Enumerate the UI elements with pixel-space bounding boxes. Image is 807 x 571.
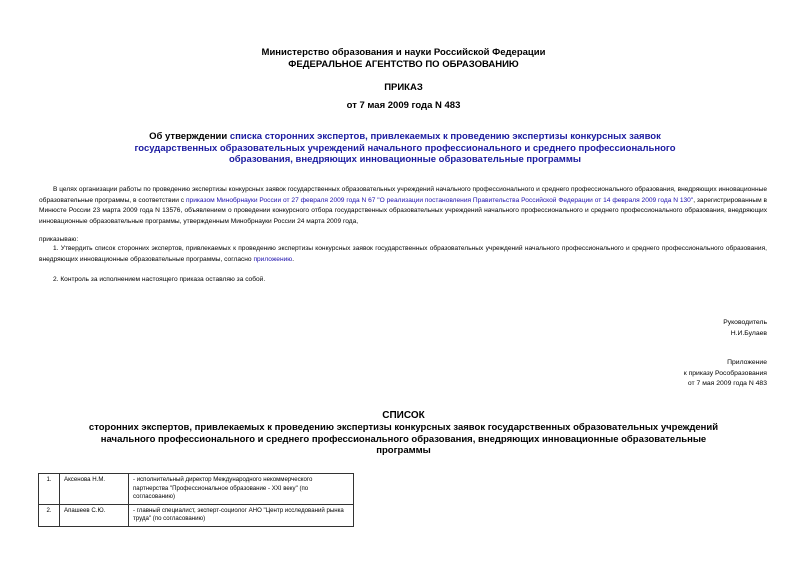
expert-description: - главный специалист, эксперт-социолог АНО "Центр исследований рынка труда" (по согласованию) <box>129 504 354 526</box>
expert-name: Апашеев С.Ю. <box>60 504 129 526</box>
order-subject <box>110 131 700 166</box>
row-number: 1. <box>39 474 60 505</box>
signer-role: Руководитель <box>723 319 767 326</box>
point-1-end: . <box>292 255 295 263</box>
appendix-header <box>684 358 767 390</box>
appendix-line-1: Приложение <box>727 359 767 366</box>
table-row <box>39 474 354 505</box>
expert-description: - исполнительный директор Международного некоммерческого партнерства "Профессиональное образование - XXI веку" (по согласованию) <box>129 474 354 505</box>
preamble-text-1: В целях организации работы по проведению экспертизы конкурсных заявок государственных образовательных учреждений начального профессионального и среднего профессионального образования, внедряющих инновационные образовательные программы, в соответствии с <box>39 186 767 204</box>
subject-link[interactable]: списка сторонних экспертов, привлекаемых к проведению экспертизы конкурсных заявок государственных образовательных учреждений начального профессионального и среднего профессионального образования, внедряющих инновационные образовательные программы <box>134 131 676 165</box>
table-row <box>39 504 354 526</box>
order-date: от 7 мая 2009 года N 483 <box>346 100 461 111</box>
ministry-name: Министерство образования и науки Российской Федерации <box>261 47 546 58</box>
order-point-2: 2. Контроль за исполнением настоящего приказа оставляю за собой. <box>53 276 266 283</box>
appendix-link[interactable]: приложению <box>253 255 293 263</box>
signature-block <box>723 318 767 339</box>
order-point-1 <box>39 244 767 265</box>
preamble-text-2: , зарегистрированным в Минюсте России 23 марта 2009 года N 13576, объявлением о проведении конкурсного отбора государственных образовательных учреждений начального профессионального и среднего профессионального образования, внедряющих инновационные образовательные программы, утвержденным Минобрнауки России 24 марта 2009 года, <box>39 196 768 225</box>
list-title: СПИСОК <box>382 410 425 421</box>
list-subtitle: сторонних экспертов, привлекаемых к проведению экспертизы конкурсных заявок государственных образовательных учреждений начального профессионального и среднего профессионального образования, внедряющих инновационные образовательные программы <box>88 422 719 456</box>
subject-prefix: Об утверждении <box>149 131 230 142</box>
signer-name: Н.И.Булаев <box>730 329 767 337</box>
appendix-line-2: к приказу Рособразования <box>683 369 767 377</box>
appendix-line-3: от 7 мая 2009 года N 483 <box>687 380 767 387</box>
order-word: ПРИКАЗ <box>384 82 423 93</box>
expert-name: Аксенова Н.М. <box>60 474 129 505</box>
preamble-paragraph <box>39 185 767 227</box>
point-1-text: 1. Утвердить список сторонних экспертов, привлекаемых к проведению экспертизы конкурсных заявок государственных образовательных учреждений начального профессионального и среднего профессионального образования, внедряющих инновационные образовательные программы, согласно <box>39 245 767 263</box>
row-number: 2. <box>39 504 60 526</box>
experts-table <box>38 473 354 527</box>
agency-name: ФЕДЕРАЛЬНОЕ АГЕНТСТВО ПО ОБРАЗОВАНИЮ <box>288 58 519 70</box>
order-67-link[interactable]: приказом Минобрнауки России от 27 февраля 2009 года N 67 "О реализации постановления Правительства Российской Федерации от 14 февраля 2009 года N 130" <box>185 196 694 204</box>
orders-label: приказываю: <box>39 236 79 243</box>
document-header <box>0 47 807 70</box>
